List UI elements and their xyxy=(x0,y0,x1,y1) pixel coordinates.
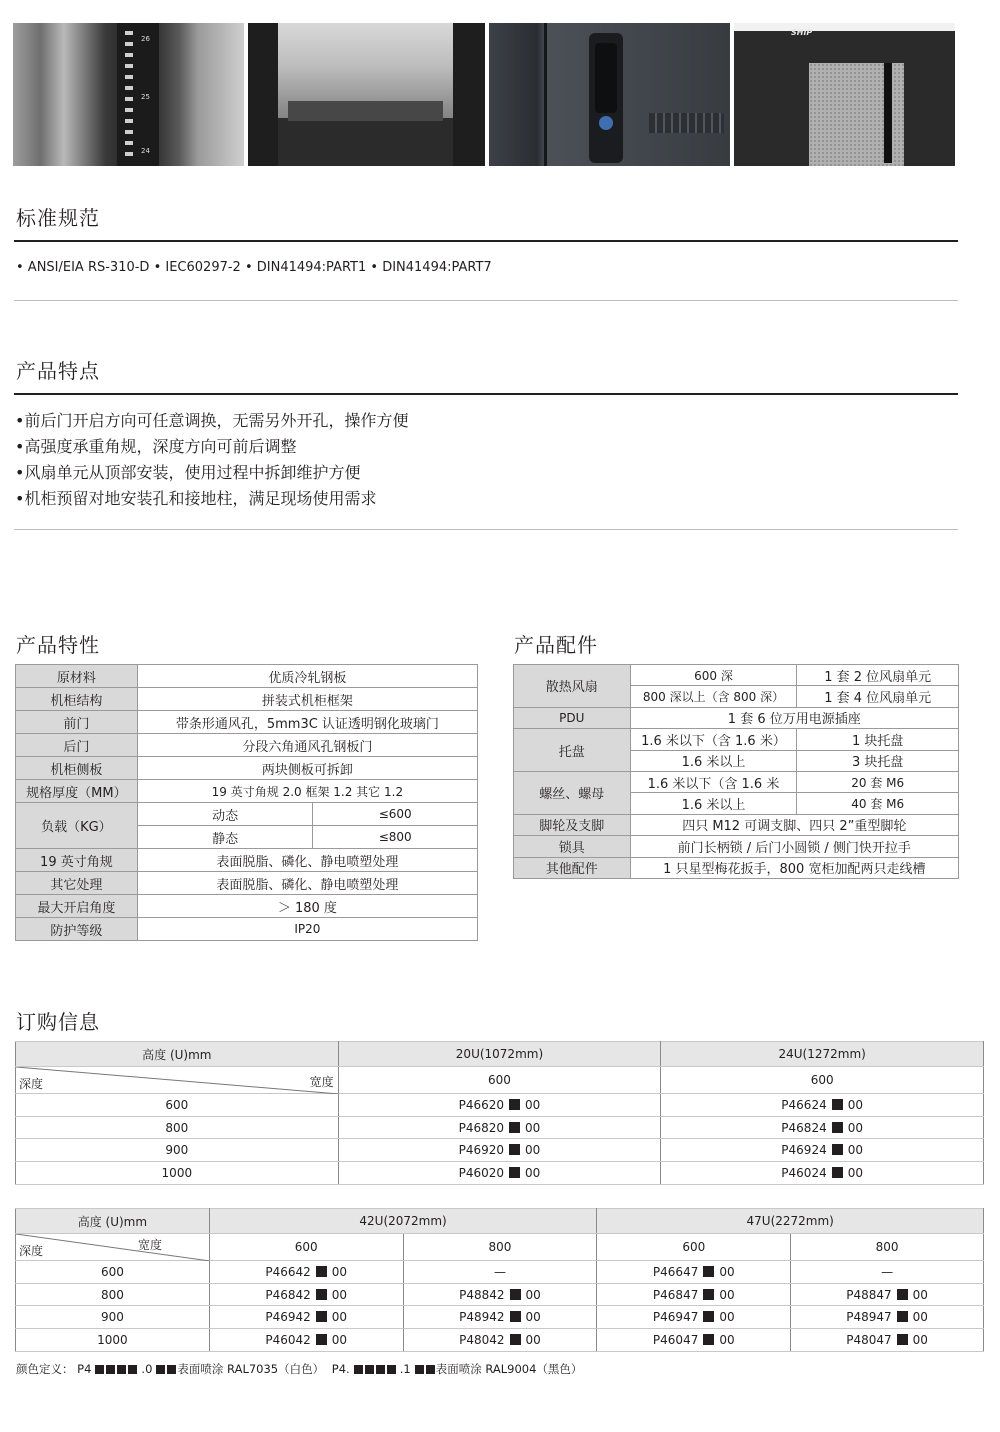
code-prefix: P48842 xyxy=(459,1287,505,1302)
accessory-value: 3 块托盘 xyxy=(797,750,959,771)
accessory-condition: 1.6 米以上 xyxy=(630,750,797,771)
depth-value: 600 xyxy=(16,1094,339,1117)
property-label: 19 英寸角规 xyxy=(16,849,138,872)
placeholder-square xyxy=(365,1365,374,1374)
accessory-value: 1 块托盘 xyxy=(797,729,959,750)
order-code xyxy=(403,1329,597,1352)
width-value: 800 xyxy=(791,1234,984,1261)
code-prefix: P46042 xyxy=(265,1332,311,1347)
features-bottom-divider xyxy=(14,529,958,530)
color-placeholder-square xyxy=(897,1334,908,1345)
code-suffix: 00 xyxy=(331,1332,348,1347)
color-placeholder-square xyxy=(510,1334,521,1345)
code-prefix: P46024 xyxy=(781,1165,827,1180)
code-suffix: 00 xyxy=(847,1165,863,1180)
photo-rack-rail xyxy=(13,23,244,166)
table-row xyxy=(514,729,959,750)
property-value: 表面脱脂、磷化、静电喷塑处理 xyxy=(137,872,477,895)
diagonal-line xyxy=(16,1234,210,1261)
code-suffix: 00 xyxy=(847,1120,863,1135)
code-suffix: 00 xyxy=(525,1143,541,1158)
code-prefix: P46920 xyxy=(458,1143,505,1158)
width-value: 600 xyxy=(209,1234,403,1261)
code-suffix: 00 xyxy=(719,1332,735,1347)
table-row xyxy=(16,780,478,803)
order-code xyxy=(597,1261,791,1284)
rack-number-26: 26 xyxy=(141,35,150,43)
property-label: 后门 xyxy=(16,734,138,757)
code-suffix: 00 xyxy=(525,1287,541,1302)
depth-value: 800 xyxy=(16,1283,210,1306)
property-label: 前门 xyxy=(16,711,138,734)
order-code xyxy=(338,1116,661,1139)
accessory-condition: 800 深以上（含 800 深） xyxy=(630,686,797,707)
placeholder-square xyxy=(95,1365,104,1374)
accessory-label: 螺丝、螺母 xyxy=(514,771,631,814)
code-prefix: P48942 xyxy=(459,1310,505,1325)
order-code xyxy=(791,1283,984,1306)
depth-label: 深度 xyxy=(19,1244,44,1258)
depth-label: 深度 xyxy=(19,1077,44,1091)
depth-value: 1000 xyxy=(16,1162,339,1185)
standards-title: 标准规范 xyxy=(16,206,100,230)
code-suffix: 00 xyxy=(525,1332,541,1347)
accessory-label: 锁具 xyxy=(514,836,631,857)
feature-item: •高强度承重角规，深度方向可前后调整 xyxy=(15,437,297,456)
order-code xyxy=(791,1306,984,1329)
code-prefix: P48847 xyxy=(846,1287,892,1302)
color-placeholder-square xyxy=(509,1144,520,1155)
feature-item: •风扇单元从顶部安装，使用过程中拆卸维护方便 xyxy=(15,463,361,482)
order-code xyxy=(209,1261,403,1284)
code-suffix: 00 xyxy=(331,1310,348,1325)
code-suffix: 00 xyxy=(525,1165,541,1180)
table-row xyxy=(16,872,478,895)
table-row xyxy=(16,1306,984,1329)
color-placeholder-square xyxy=(510,1311,521,1322)
order-code xyxy=(597,1283,791,1306)
property-value: 带条形通风孔，5mm3C 认证透明钢化玻璃门 xyxy=(137,711,477,734)
width-label: 宽度 xyxy=(138,1238,163,1252)
property-label: 最大开启角度 xyxy=(16,895,138,918)
depth-width-cell xyxy=(16,1234,210,1261)
property-label: 机柜侧板 xyxy=(16,757,138,780)
code-prefix: P46824 xyxy=(781,1120,827,1135)
order-code xyxy=(338,1094,661,1117)
placeholder-square xyxy=(167,1365,176,1374)
color-placeholder-square xyxy=(832,1167,843,1178)
rack-number-24: 24 xyxy=(141,147,150,155)
color-placeholder-square xyxy=(509,1122,520,1133)
accessories-title: 产品配件 xyxy=(514,633,598,657)
placeholder-square xyxy=(106,1365,115,1374)
accessory-condition: 1.6 米以下（含 1.6 米） xyxy=(630,729,797,750)
code-suffix: 00 xyxy=(331,1287,348,1302)
order-code xyxy=(791,1329,984,1352)
table-row xyxy=(16,1139,984,1162)
accessory-value: 1 套 2 位风扇单元 xyxy=(797,665,959,686)
feature-item: •机柜预留对地安装孔和接地柱，满足现场使用需求 xyxy=(15,489,377,508)
order-code xyxy=(597,1329,791,1352)
color-placeholder-square xyxy=(703,1289,714,1300)
property-label: 原材料 xyxy=(16,665,138,688)
height-label: 高度 (U)mm xyxy=(16,1209,210,1234)
property-value: IP20 xyxy=(137,918,477,941)
property-label: 规格厚度（MM） xyxy=(16,780,138,803)
code-prefix: P46620 xyxy=(458,1097,505,1112)
property-label: 其它处理 xyxy=(16,872,138,895)
width-value: 600 xyxy=(597,1234,791,1261)
code-suffix: 00 xyxy=(719,1264,735,1279)
code-suffix: 00 xyxy=(912,1310,928,1325)
not-available: — xyxy=(791,1261,984,1284)
color-placeholder-square xyxy=(832,1122,843,1133)
table-row xyxy=(16,1162,984,1185)
code-prefix: P48042 xyxy=(459,1332,505,1347)
table-row xyxy=(16,757,478,780)
color-placeholder-square xyxy=(897,1289,908,1300)
placeholder-square xyxy=(387,1365,396,1374)
accessory-value: 1 套 6 位万用电源插座 xyxy=(630,707,958,728)
property-value: 分段六角通风孔钢板门 xyxy=(137,734,477,757)
placeholder-square xyxy=(128,1365,137,1374)
table-row xyxy=(16,1283,984,1306)
table-row xyxy=(514,814,959,835)
accessory-value: 四只 M12 可调支脚、四只 2”重型脚轮 xyxy=(630,814,958,835)
code-suffix: 00 xyxy=(525,1120,541,1135)
ordering-title: 订购信息 xyxy=(16,1010,100,1034)
photo-rack-interior xyxy=(248,23,485,166)
placeholder-square xyxy=(376,1365,385,1374)
code-suffix: 00 xyxy=(912,1332,928,1347)
order-code xyxy=(403,1306,597,1329)
table-row xyxy=(16,688,478,711)
accessory-condition: 1.6 米以上 xyxy=(630,793,797,814)
width-label: 宽度 xyxy=(309,1075,334,1089)
code-prefix: P46647 xyxy=(652,1264,699,1279)
note-prefix: 颜色定义： xyxy=(16,1362,74,1376)
accessory-value: 1 只星型梅花扳手，800 宽柜加配两只走线槽 xyxy=(630,857,958,878)
color-placeholder-square xyxy=(316,1289,327,1300)
property-label: 负载（KG） xyxy=(16,803,138,849)
accessory-value: 前门长柄锁 / 后门小圆锁 / 侧门快开拉手 xyxy=(630,836,958,857)
placeholder-square xyxy=(426,1365,435,1374)
code-suffix: 00 xyxy=(719,1310,735,1325)
accessory-label: 其他配件 xyxy=(514,857,631,878)
note-desc-2: 表面喷涂 RAL9004（黑色） xyxy=(435,1362,583,1376)
code-prefix: P46942 xyxy=(265,1310,311,1325)
brand-logo: SHIP xyxy=(791,28,813,37)
standards-divider xyxy=(14,240,958,242)
depth-width-cell xyxy=(16,1067,339,1094)
properties-title: 产品特性 xyxy=(16,633,100,657)
order-code xyxy=(403,1283,597,1306)
order-code xyxy=(661,1139,984,1162)
property-label: 机柜结构 xyxy=(16,688,138,711)
width-value: 800 xyxy=(403,1234,597,1261)
color-placeholder-square xyxy=(832,1144,843,1155)
placeholder-square xyxy=(156,1365,165,1374)
depth-value: 600 xyxy=(16,1261,210,1284)
width-value: 600 xyxy=(661,1067,984,1094)
placeholder-square xyxy=(354,1365,363,1374)
accessory-condition: 600 深 xyxy=(630,665,797,686)
table-row xyxy=(16,849,478,872)
table-header-row xyxy=(16,1209,984,1234)
table-row xyxy=(16,1261,984,1284)
code-suffix: 00 xyxy=(847,1143,863,1158)
code-prefix: P48047 xyxy=(846,1332,892,1347)
property-label: 防护等级 xyxy=(16,918,138,941)
table-subheader-row xyxy=(16,1234,984,1261)
order-table-42u-47u xyxy=(15,1208,984,1352)
order-code xyxy=(661,1094,984,1117)
accessory-label: 散热风扇 xyxy=(514,665,631,708)
code-suffix: 00 xyxy=(912,1287,928,1302)
accessory-value: 1 套 4 位风扇单元 xyxy=(797,686,959,707)
note-code-1-prefix: P4 xyxy=(77,1362,92,1376)
photo-rack-cabinet xyxy=(734,23,955,166)
color-placeholder-square xyxy=(316,1334,327,1345)
depth-value: 900 xyxy=(16,1139,339,1162)
color-placeholder-square xyxy=(316,1266,327,1277)
load-value: ≤800 xyxy=(313,826,478,849)
standards-bottom-divider xyxy=(14,300,958,301)
code-prefix: P46947 xyxy=(652,1310,699,1325)
order-table-20u-24u xyxy=(15,1041,984,1185)
placeholder-square xyxy=(415,1365,424,1374)
width-value: 600 xyxy=(338,1067,661,1094)
code-suffix: 00 xyxy=(847,1097,863,1112)
table-row xyxy=(16,1116,984,1139)
code-suffix: 00 xyxy=(525,1310,541,1325)
rack-number-25: 25 xyxy=(141,93,150,101)
property-value: ＞ 180 度 xyxy=(137,895,477,918)
code-prefix: P46847 xyxy=(652,1287,699,1302)
color-placeholder-square xyxy=(509,1099,520,1110)
depth-value: 1000 xyxy=(16,1329,210,1352)
code-prefix: P48947 xyxy=(846,1310,892,1325)
placeholder-square xyxy=(117,1365,126,1374)
property-value: 19 英寸角规 2.0 框架 1.2 其它 1.2 xyxy=(137,780,477,803)
code-prefix: P46642 xyxy=(265,1264,311,1279)
table-row xyxy=(514,771,959,792)
not-available: — xyxy=(403,1261,597,1284)
accessory-label: PDU xyxy=(514,707,631,728)
order-code xyxy=(209,1306,403,1329)
table-row xyxy=(16,734,478,757)
accessories-table xyxy=(513,664,959,879)
code-suffix: 00 xyxy=(719,1287,735,1302)
accessory-value: 40 套 M6 xyxy=(797,793,959,814)
table-subheader-row xyxy=(16,1067,984,1094)
order-code xyxy=(597,1306,791,1329)
table-row xyxy=(16,711,478,734)
order-code xyxy=(661,1162,984,1185)
load-type: 静态 xyxy=(137,826,313,849)
height-label: 高度 (U)mm xyxy=(16,1042,339,1067)
code-suffix: 00 xyxy=(331,1264,348,1279)
code-prefix: P46047 xyxy=(652,1332,699,1347)
color-placeholder-square xyxy=(703,1334,714,1345)
color-definition-note xyxy=(16,1361,582,1377)
depth-value: 900 xyxy=(16,1306,210,1329)
code-prefix: P46624 xyxy=(781,1097,827,1112)
standards-list: • ANSI/EIA RS-310-D • IEC60297-2 • DIN41494:PART1 • DIN41494:PART7 xyxy=(16,260,492,275)
height-42u: 42U(2072mm) xyxy=(209,1209,597,1234)
property-value: 优质冷轧钢板 xyxy=(137,665,477,688)
color-placeholder-square xyxy=(703,1311,714,1322)
property-value: 拼装式机柜框架 xyxy=(137,688,477,711)
accessory-label: 脚轮及支脚 xyxy=(514,814,631,835)
color-placeholder-square xyxy=(510,1289,521,1300)
table-row xyxy=(16,665,478,688)
table-row xyxy=(514,707,959,728)
table-row xyxy=(514,665,959,686)
photo-door-handle xyxy=(489,23,730,166)
property-value: 表面脱脂、磷化、静电喷塑处理 xyxy=(137,849,477,872)
order-code xyxy=(338,1139,661,1162)
color-placeholder-square xyxy=(509,1167,520,1178)
color-placeholder-square xyxy=(897,1311,908,1322)
accessory-condition: 1.6 米以下（含 1.6 米 xyxy=(630,771,797,792)
table-row xyxy=(514,857,959,878)
color-placeholder-square xyxy=(316,1311,327,1322)
properties-table xyxy=(15,664,478,941)
table-row xyxy=(16,918,478,941)
table-row xyxy=(514,836,959,857)
note-code-2-prefix: P4. xyxy=(331,1362,350,1376)
note-code-2-mid: .1 xyxy=(399,1362,411,1376)
note-desc-1: 表面喷涂 RAL7035（白色） xyxy=(177,1362,325,1376)
height-24u: 24U(1272mm) xyxy=(661,1042,984,1067)
code-prefix: P46020 xyxy=(458,1165,505,1180)
load-type: 动态 xyxy=(137,803,313,826)
code-prefix: P46820 xyxy=(458,1120,505,1135)
code-prefix: P46842 xyxy=(265,1287,311,1302)
code-suffix: 00 xyxy=(525,1097,541,1112)
table-row xyxy=(16,803,478,826)
height-20u: 20U(1072mm) xyxy=(338,1042,661,1067)
table-row xyxy=(16,895,478,918)
table-row xyxy=(16,1329,984,1352)
diagonal-line xyxy=(16,1067,339,1094)
table-row xyxy=(16,1094,984,1117)
color-placeholder-square xyxy=(832,1099,843,1110)
features-divider xyxy=(14,393,958,395)
code-prefix: P46924 xyxy=(781,1143,827,1158)
accessory-value: 20 套 M6 xyxy=(797,771,959,792)
order-code xyxy=(209,1329,403,1352)
feature-item: •前后门开启方向可任意调换，无需另外开孔，操作方便 xyxy=(15,411,409,430)
accessory-label: 托盘 xyxy=(514,729,631,772)
load-value: ≤600 xyxy=(313,803,478,826)
table-header-row xyxy=(16,1042,984,1067)
order-code xyxy=(661,1116,984,1139)
height-47u: 47U(2272mm) xyxy=(597,1209,984,1234)
order-code xyxy=(338,1162,661,1185)
depth-value: 800 xyxy=(16,1116,339,1139)
property-value: 两块侧板可拆卸 xyxy=(137,757,477,780)
note-code-1-mid: .0 xyxy=(141,1362,153,1376)
color-placeholder-square xyxy=(703,1266,714,1277)
features-title: 产品特点 xyxy=(16,359,100,383)
order-code xyxy=(209,1283,403,1306)
